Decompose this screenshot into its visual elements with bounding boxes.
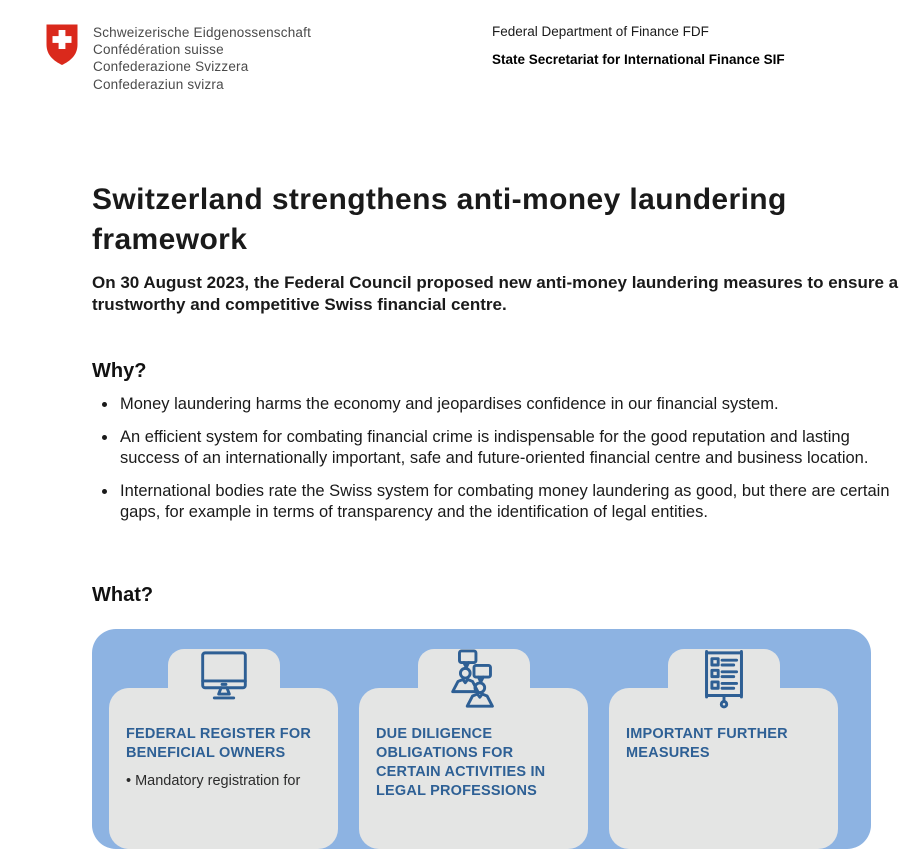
- icon-tab: [168, 649, 280, 716]
- why-bullet-list: [92, 394, 892, 535]
- icon-tab: [668, 649, 780, 716]
- swiss-coat-of-arms-icon: [45, 23, 79, 93]
- department-header: [492, 24, 785, 67]
- logo-wordmark: [93, 23, 311, 93]
- measure-card-register: [109, 649, 338, 849]
- measure-card-title: DUE DILIGENCE OBLIGATIONS FOR CERTAIN ACTIVITIES IN LEGAL PROFESSIONS: [376, 726, 546, 799]
- swiss-government-logo: [45, 23, 311, 93]
- measure-card-bullet: • Mandatory registration for: [126, 773, 301, 789]
- lead-paragraph: On 30 August 2023, the Federal Council proposed new anti-money laundering measures to ensure a trustworthy and competitive Swiss financial centre.: [92, 273, 899, 314]
- logo-line-rm: Confederaziun svizra: [93, 76, 224, 92]
- measure-card-due-diligence: [359, 649, 588, 849]
- logo-line-fr: Confédération suisse: [93, 42, 224, 58]
- checklist-icon: [693, 649, 755, 716]
- why-heading: Why?: [92, 360, 147, 382]
- logo-line-it: Confederazione Svizzera: [93, 59, 249, 75]
- people-chat-icon: [443, 649, 505, 716]
- what-heading: What?: [92, 584, 154, 606]
- measure-card-further-measures: [609, 649, 838, 849]
- why-bullet-3: • International bodies rate the Swiss system for combating money laundering as good, but there are certain gaps, for example in terms of transparency and the identification of legal entities.: [118, 481, 892, 524]
- why-bullet-1: • Money laundering harms the economy and jeopardises confidence in our financial system.: [118, 394, 892, 416]
- monitor-icon: [193, 649, 255, 716]
- secretariat-name: State Secretariat for International Finance SIF: [492, 52, 785, 67]
- page-title: Switzerland strengthens anti-money laundering framework: [92, 183, 787, 256]
- icon-tab: [418, 649, 530, 716]
- logo-line-de: Schweizerische Eidgenossenschaft: [93, 25, 312, 40]
- department-name: Federal Department of Finance FDF: [492, 24, 709, 39]
- why-bullet-2: • An efficient system for combating financial crime is indispensable for the good reputation and lasting success of an internationally important, safe and future-oriented financial centre and business location.: [118, 427, 892, 470]
- measure-card-title: FEDERAL REGISTER FOR BENEFICIAL OWNERS: [126, 726, 311, 761]
- measure-card-title: IMPORTANT FURTHER MEASURES: [626, 726, 788, 761]
- measures-infographic: [92, 629, 871, 849]
